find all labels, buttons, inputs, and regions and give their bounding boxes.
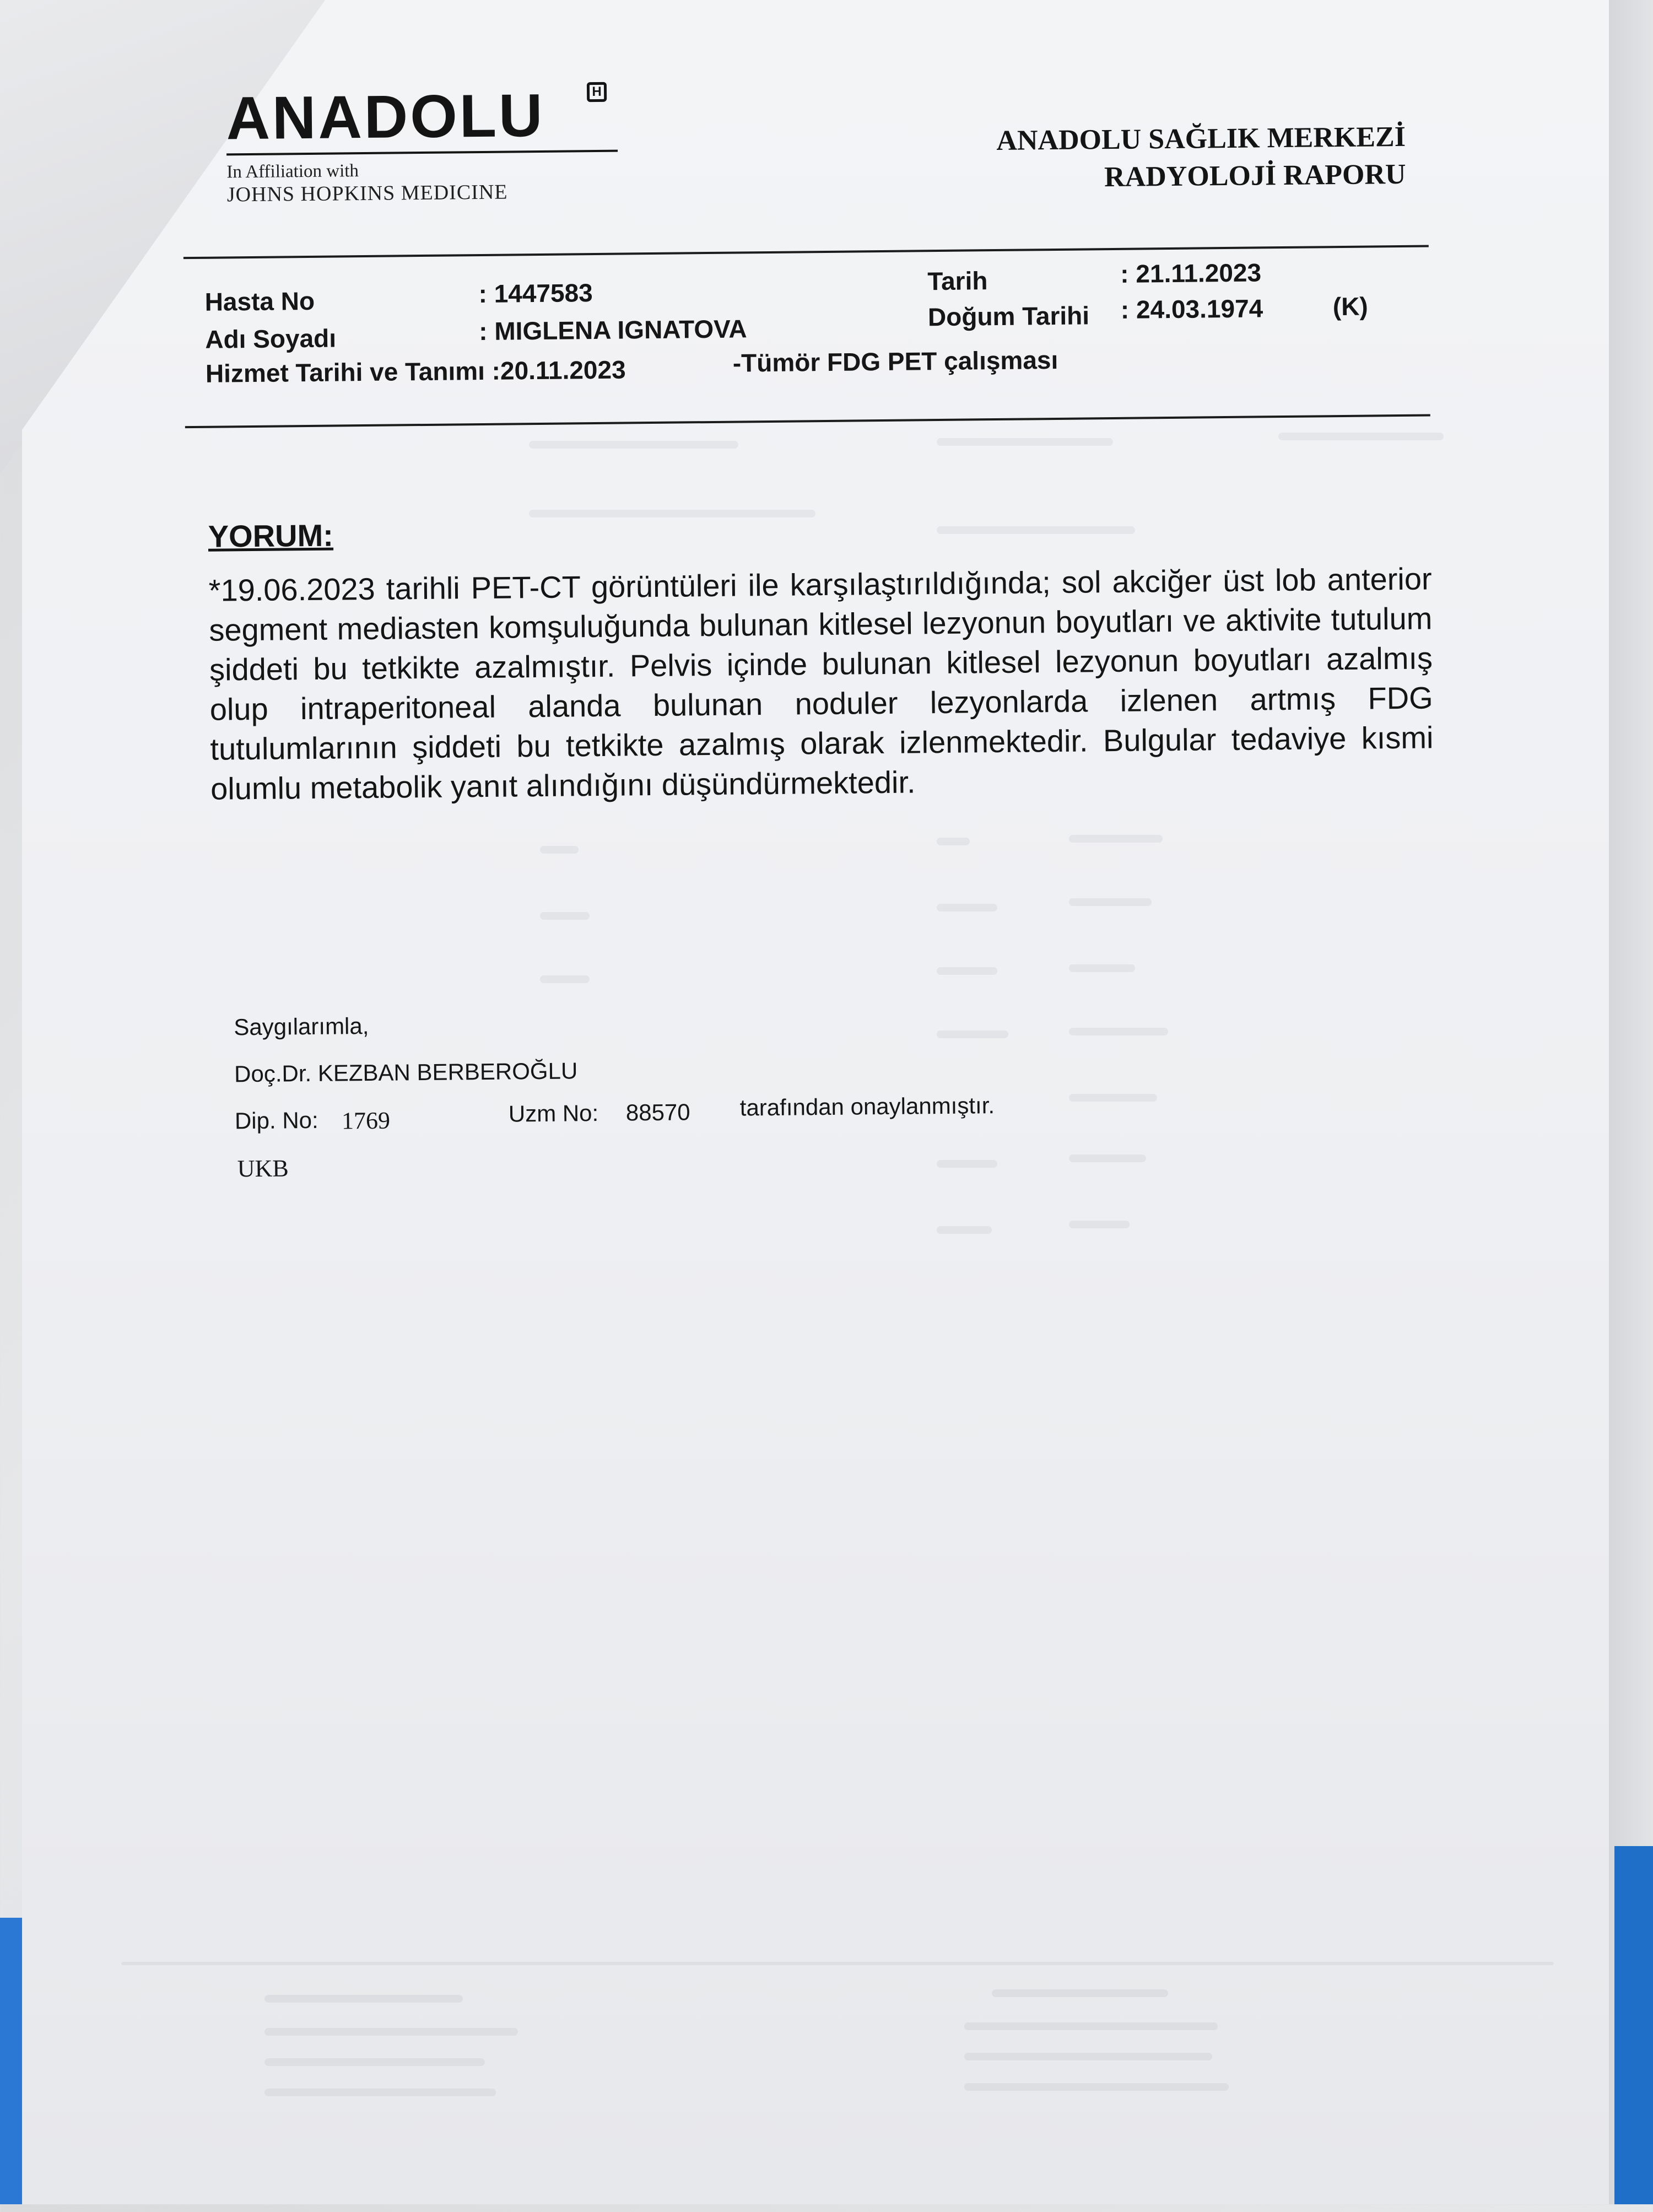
uzm-no-label: Uzm No: <box>508 1100 599 1127</box>
adi-soyadi-value: : MIGLENA IGNATOVA <box>478 314 747 346</box>
hospital-h-icon: H <box>587 82 607 102</box>
anadolu-logo <box>225 81 624 207</box>
hasta-no-label: Hasta No <box>204 286 315 316</box>
header-bottom-rule <box>185 414 1430 428</box>
yorum-heading: YORUM: <box>208 517 334 554</box>
adi-soyadi-label: Adı Soyadı <box>205 323 337 354</box>
hizmet-label: Hizmet Tarihi ve Tanımı :20.11.2023 <box>205 355 626 388</box>
sex-value: (K) <box>1332 292 1368 321</box>
dip-no-value: 1769 <box>341 1107 391 1135</box>
logo-affiliation-line1: In Affiliation with <box>226 161 359 182</box>
tarih-label: Tarih <box>927 266 988 296</box>
approval-text: tarafından onaylanmıştır. <box>739 1092 995 1121</box>
dogum-tarihi-label: Doğum Tarihi <box>927 301 1090 332</box>
tarih-value: : 21.11.2023 <box>1120 258 1262 288</box>
hasta-no-value: : 1447583 <box>478 278 593 309</box>
doctor-name: Doç.Dr. KEZBAN BERBEROĞLU <box>234 1058 578 1087</box>
initials: UKB <box>237 1154 289 1183</box>
institution-title <box>877 118 1406 198</box>
logo-wordmark: ANADOLU <box>225 81 545 153</box>
greeting: Saygılarımla, <box>234 1013 369 1040</box>
report-type: RADYOLOJİ RAPORU <box>1104 158 1406 193</box>
logo-affiliation-line2: JOHNS HOPKINS MEDICINE <box>226 180 508 207</box>
dip-no-label: Dip. No: <box>234 1107 318 1134</box>
yorum-body-text: *19.06.2023 tarihli PET-CT görüntüleri ile karşılaştırıldığında; sol akciğer üst lob anterior segment mediasten komşuluğunda bulunan kitlesel lezyonun boyutları ve aktivite tutulum şiddeti bu tetkikte azalmıştır. Pelvis içinde bulunan kitlesel lezyonun boyutları azalmış olup intraperitoneal alanda bulunan noduler lezyonlarda izlenen artmış FDG tutulumlarının şiddeti bu tetkikte azalmış olarak izlenmektedir. Bulgular tedaviye kısmi olumlu metabolik yanıt alındığını düşündürmektedir. <box>208 561 1434 806</box>
dogum-tarihi-value: : 24.03.1974 <box>1120 294 1263 324</box>
hizmet-value: -Tümör FDG PET çalışması <box>732 345 1058 377</box>
uzm-no-value: 88570 <box>625 1099 690 1126</box>
institution-name: ANADOLU SAĞLIK MERKEZİ <box>996 121 1406 157</box>
header-top-rule <box>183 245 1429 259</box>
